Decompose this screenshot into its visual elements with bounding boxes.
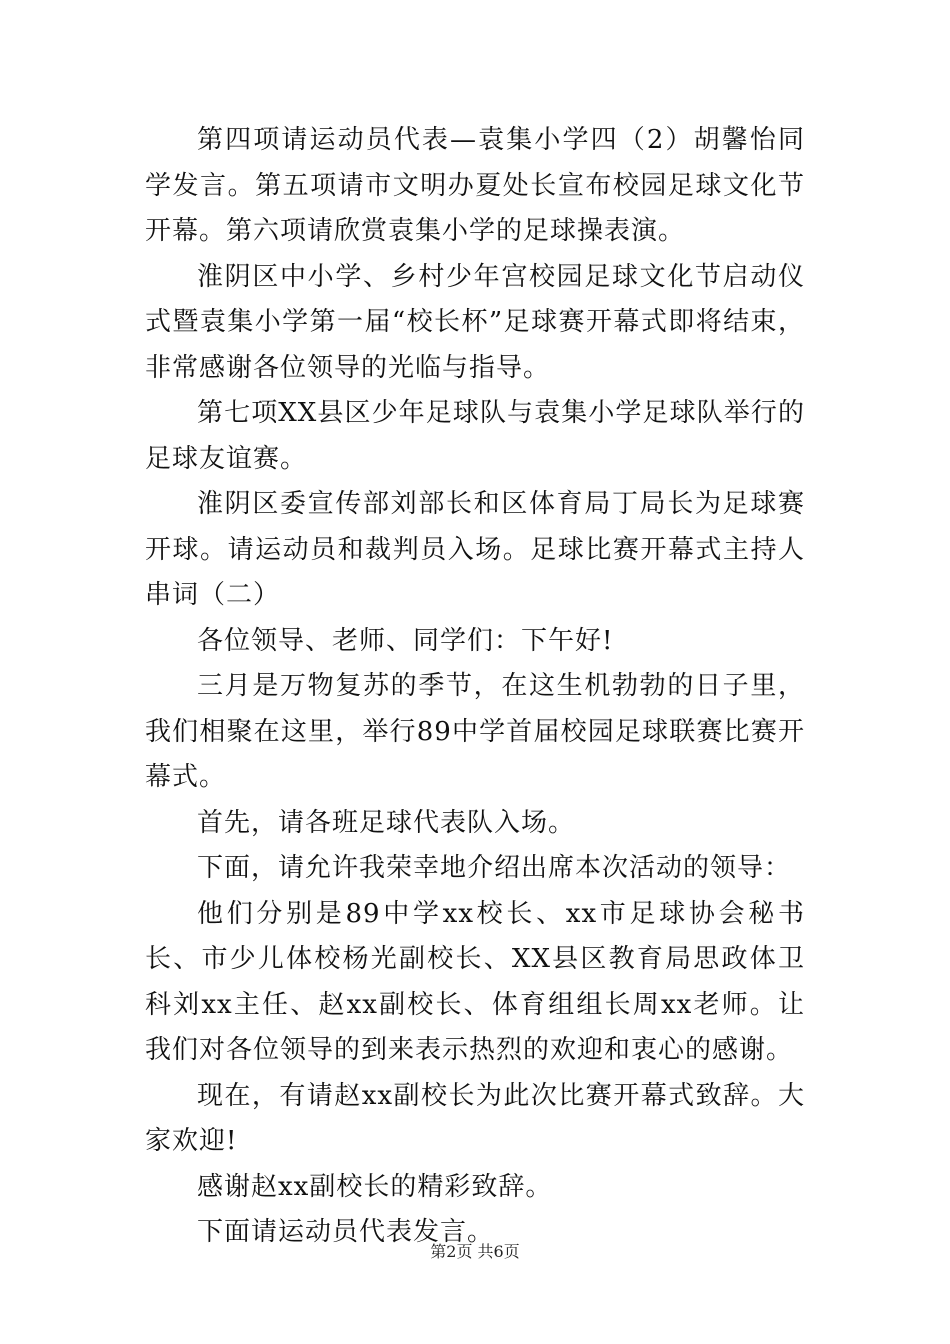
paragraph-11: 感谢赵xx副校长的精彩致辞。 — [197, 1171, 553, 1202]
paragraph-2: 淮阴区中小学、乡村少年宫校园足球文化节启动仪式暨袁集小学第一届“校长杯”足球赛开幕式即将结束，非常感谢各位领导的光临与指导。 — [145, 261, 805, 383]
paragraph-6: 三月是万物复苏的季节，在这生机勃勃的日子里，我们相聚在这里，举行89中学首届校园足球联赛比赛开幕式。 — [145, 671, 805, 792]
paragraph-9: 他们分别是89中学xx校长、xx市足球协会秘书长、市少儿体校杨光副校长、XX县区教育局思政体卫科刘xx主任、赵xx副校长、体育组组长周xx老师。让我们对各位领导的到来表示热烈的欢迎和衷心的感谢。 — [145, 898, 805, 1065]
paragraph-1: 第四项请运动员代表—袁集小学四（2）胡馨怡同学发言。第五项请市文明办夏处长宣布校园足球文化节开幕。第六项请欣赏袁集小学的足球操表演。 — [145, 125, 805, 246]
paragraph-8: 下面，请允许我荣幸地介绍出席本次活动的领导： — [197, 853, 792, 883]
paragraph-12: 下面请运动员代表发言。 — [197, 1217, 495, 1247]
paragraph-7: 首先，请各班足球代表队入场。 — [197, 807, 576, 838]
paragraph-4: 淮阴区委宣传部刘部长和区体育局丁局长为足球赛开球。请运动员和裁判员入场。足球比赛开幕式主持人串词（二） — [145, 489, 805, 610]
paragraph-5: 各位领导、老师、同学们：下午好! — [197, 625, 614, 656]
page-number-footer: 第2页 共6页 — [430, 1242, 520, 1261]
paragraph-10: 现在，有请赵xx副校长为此次比赛开幕式致辞。大家欢迎! — [145, 1080, 805, 1156]
document-body — [145, 118, 805, 1256]
paragraph-3: 第七项XX县区少年足球队与袁集小学足球队举行的足球友谊赛。 — [145, 398, 805, 474]
